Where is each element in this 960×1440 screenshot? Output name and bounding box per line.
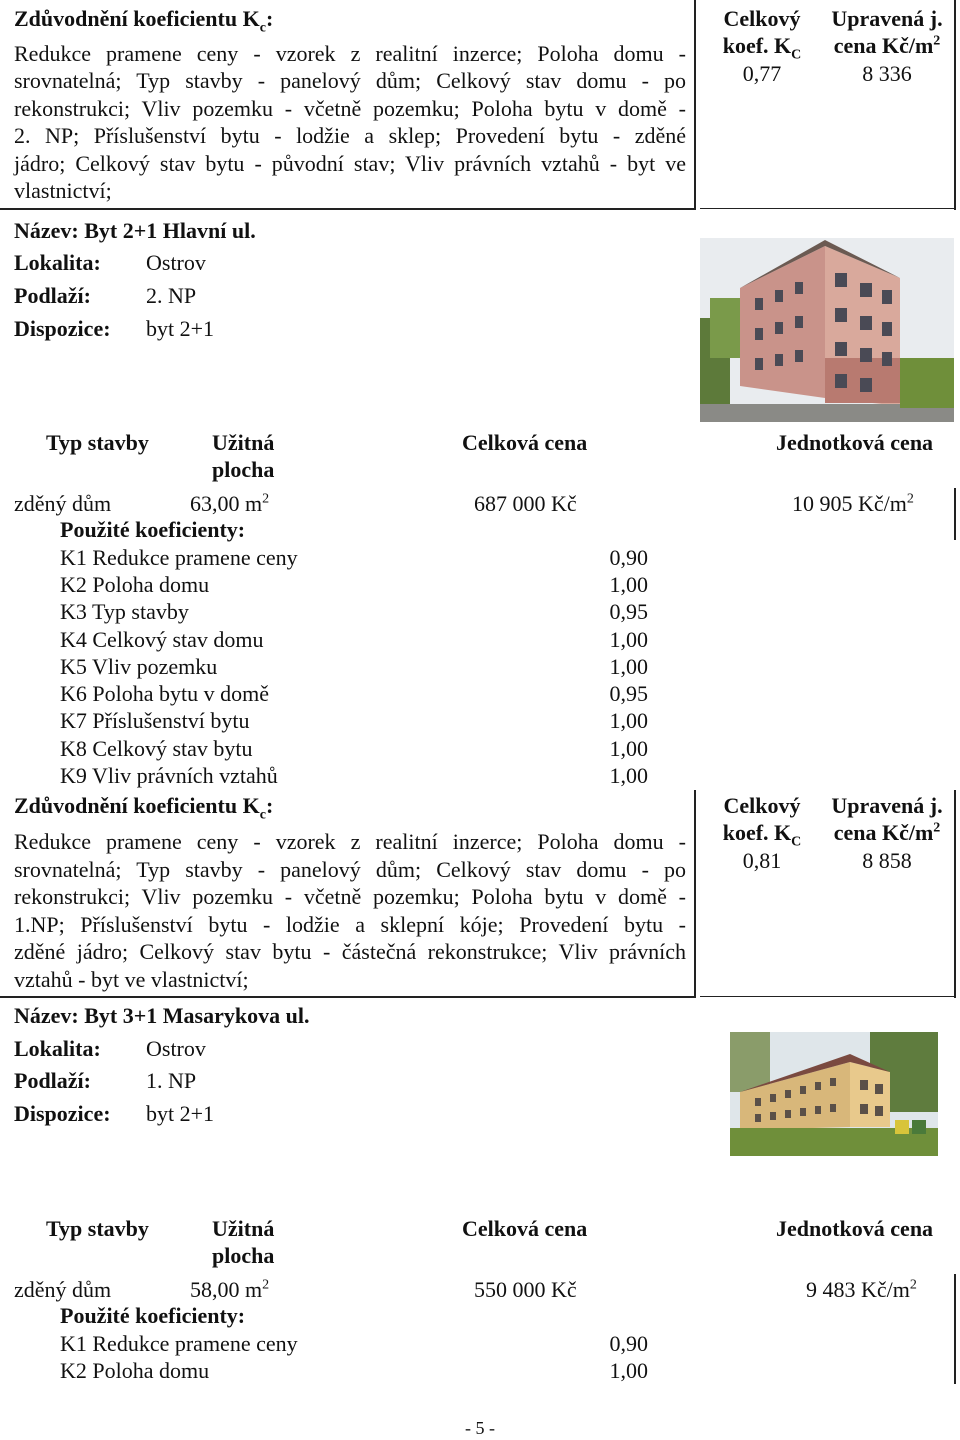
page-number: - 5 -	[465, 1418, 495, 1438]
coefficient-label: K2 Poloha domu	[60, 572, 210, 597]
total-coef-label-2: Celkový	[723, 793, 801, 818]
justification-line: vlastnictví;	[14, 178, 112, 203]
divider	[954, 1274, 956, 1384]
coefficient-value: 0,90	[609, 1331, 648, 1356]
adjusted-price-label-1: Upravená j.	[831, 6, 943, 31]
total-coef-label-2b: koef. $K_C$	[722, 820, 802, 850]
justification-line: 2. NP; Příslušenství bytu - lodžie a sklep; Provedení bytu - zděné	[14, 123, 686, 148]
layout-value-1: byt 2+1	[146, 316, 215, 341]
justification-line: rekonstrukci; Vliv pozemku - včetně pozemku; Poloha bytu v domě -	[14, 96, 686, 121]
coefficients-heading-2: Použité koeficienty:	[60, 1303, 246, 1328]
value-area-2: 58,00 $m^2$	[190, 1277, 270, 1302]
coefficient-label: K6 Poloha bytu v domě	[60, 681, 269, 706]
justification-line: Redukce pramene ceny - vzorek z realitní inzerce; Poloha domu -	[14, 41, 686, 66]
coefficient-label: K4 Celkový stav domu	[60, 627, 264, 652]
coefficient-label: K3 Typ stavby	[60, 599, 189, 624]
header-area-2a: Užitná	[212, 1216, 275, 1241]
divider	[0, 996, 694, 998]
adjusted-price-value-2: 8 858	[862, 848, 912, 873]
adjusted-price-label-2b: cena $Kč/m^2$	[833, 820, 941, 845]
divider	[694, 0, 696, 210]
total-coef-value-1: 0,77	[742, 61, 782, 86]
header-area-2b: plocha	[212, 1243, 275, 1268]
header-area-1b: plocha	[212, 457, 275, 482]
coefficient-value: 1,00	[609, 654, 648, 679]
coefficient-value: 0,95	[609, 681, 648, 706]
apartment-building-photo	[700, 238, 954, 422]
justification-line: Redukce pramene ceny - vzorek z realitní inzerce; Poloha domu -	[14, 829, 686, 854]
apartment-block-photo	[730, 1032, 938, 1156]
header-total-price-2: Celková cena	[462, 1216, 588, 1241]
coefficient-label: K1 Redukce pramene ceny	[60, 1331, 298, 1356]
floor-value-1: 2. NP	[146, 283, 197, 308]
location-label-1: Lokalita:	[14, 250, 101, 275]
layout-value-2: byt 2+1	[146, 1101, 215, 1126]
coefficient-value: 1,00	[609, 627, 648, 652]
listing-name-2: Název: Byt 3+1 Masarykova ul.	[14, 1003, 310, 1028]
coefficient-label: K5 Vliv pozemku	[60, 654, 218, 679]
value-type-1: zděný dům	[14, 491, 112, 516]
floor-label-2: Podlaží:	[14, 1068, 91, 1093]
listing-name-1: Název: Byt 2+1 Hlavní ul.	[14, 218, 256, 243]
header-unit-price-1: Jednotková cena	[776, 430, 934, 455]
value-area-1: 63,00 $m^2$	[190, 491, 270, 516]
coefficient-label: K1 Redukce pramene ceny	[60, 545, 298, 570]
location-value-2: Ostrov	[146, 1036, 206, 1061]
divider	[700, 208, 956, 209]
value-unit-price-2: 9 483 $Kč/m^2$	[806, 1277, 917, 1302]
value-unit-price-1: 10 905 $Kč/m^2$	[792, 491, 914, 516]
header-unit-price-2: Jednotková cena	[776, 1216, 934, 1241]
header-type-1: Typ stavby	[46, 430, 149, 455]
coefficient-label: K8 Celkový stav bytu	[60, 736, 253, 761]
coefficient-value: 1,00	[609, 708, 648, 733]
coefficients-heading-1: Použité koeficienty:	[60, 517, 246, 542]
layout-label-1: Dispozice:	[14, 316, 111, 341]
adjusted-price-label-1b: cena $Kč/m^2$	[833, 33, 941, 58]
divider	[694, 790, 696, 998]
adjusted-price-value-1: 8 336	[862, 61, 912, 86]
coefficient-value: 1,00	[609, 1358, 648, 1383]
header-total-price-1: Celková cena	[462, 430, 588, 455]
value-total-price-1: 687 000 Kč	[474, 491, 577, 516]
coefficient-label: K9 Vliv právních vztahů	[60, 763, 278, 788]
divider	[954, 0, 956, 210]
total-coef-value-2: 0,81	[742, 848, 782, 873]
coefficient-value: 1,00	[609, 572, 648, 597]
floor-label-1: Podlaží:	[14, 283, 91, 308]
location-value-1: Ostrov	[146, 250, 206, 275]
coefficient-value: 1,00	[609, 736, 648, 761]
justification-line: jádro; Celkový stav bytu - původní stav; Vliv právních vztahů - byt ve	[14, 151, 686, 176]
justification-heading-2: Zdůvodnění koeficientu $K_c$:	[14, 793, 274, 823]
total-coef-label-1: Celkový	[723, 6, 801, 31]
justification-line: 1.NP; Příslušenství bytu - lodžie a sklepní kóje; Provedení bytu -	[14, 912, 686, 937]
value-total-price-2: 550 000 Kč	[474, 1277, 577, 1302]
header-area-1a: Užitná	[212, 430, 275, 455]
layout-label-2: Dispozice:	[14, 1101, 111, 1126]
justification-line: vztahů - byt ve vlastnictví;	[14, 967, 249, 992]
coefficient-value: 0,90	[609, 545, 648, 570]
floor-value-2: 1. NP	[146, 1068, 197, 1093]
divider	[700, 996, 956, 997]
location-label-2: Lokalita:	[14, 1036, 101, 1061]
header-type-2: Typ stavby	[46, 1216, 149, 1241]
justification-heading-1: Zdůvodnění koeficientu $K_c$:	[14, 6, 274, 36]
total-coef-label-1b: koef. $K_C$	[722, 33, 802, 63]
coefficient-value: 1,00	[609, 763, 648, 788]
divider	[954, 790, 956, 998]
coefficient-label: K7 Příslušenství bytu	[60, 708, 250, 733]
justification-line: zděné jádro; Celkový stav bytu - částečná rekonstrukce; Vliv právních	[14, 939, 686, 964]
value-type-2: zděný dům	[14, 1277, 112, 1302]
justification-line: srovnatelná; Typ stavby - panelový dům; Celkový stav domu - po	[14, 857, 686, 882]
divider	[954, 488, 956, 540]
coefficient-value: 0,95	[609, 599, 648, 624]
justification-line: srovnatelná; Typ stavby - panelový dům; Celkový stav domu - po	[14, 68, 686, 93]
divider	[0, 208, 694, 210]
coefficient-label: K2 Poloha domu	[60, 1358, 210, 1383]
adjusted-price-label-2: Upravená j.	[831, 793, 943, 818]
justification-line: rekonstrukci; Vliv pozemku - včetně pozemku; Poloha bytu v domě -	[14, 884, 686, 909]
